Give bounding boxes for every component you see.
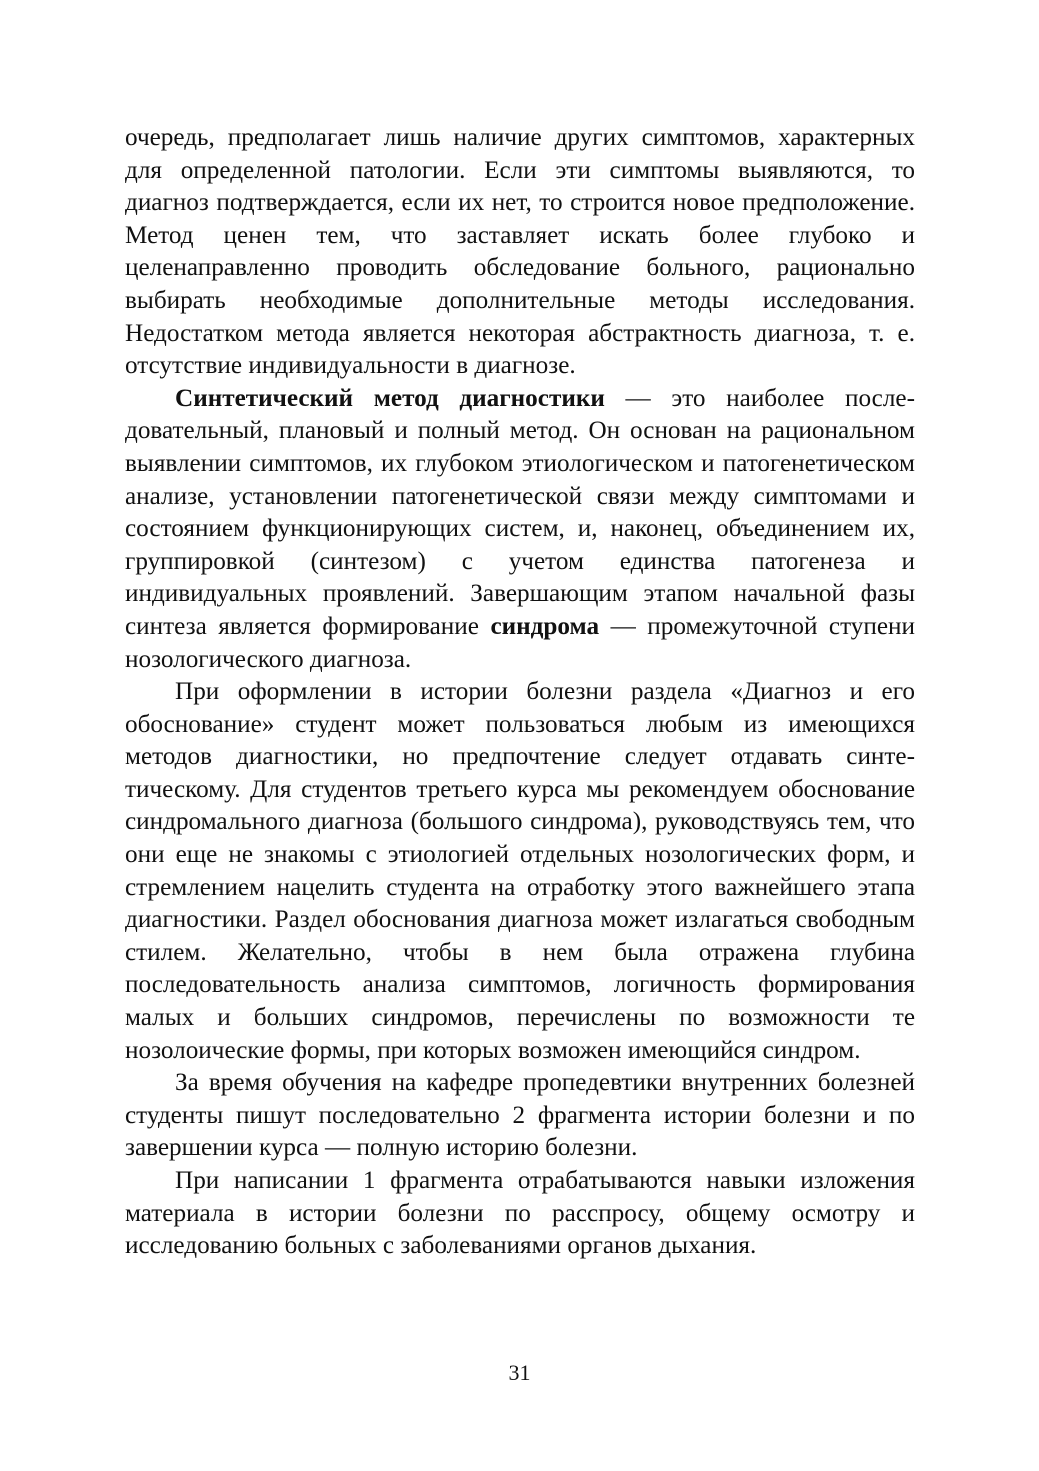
term-syndrome: синдрома [490, 612, 600, 640]
page-number: 31 [508, 1360, 531, 1385]
paragraph-1 [125, 122, 915, 383]
paragraph-2-text: — это наиболее последовательный, плановый и полный метод. Он основан на рациональном выявлении симптомов, их глубоком этиологическом и патогенетическом анализе, установлении патогенетической связи между симптомами и состоянием функционирующих систем, и, наконец, объединением их, группировкой (синтезом) с учетом единства патогенеза и индивидуальных проявлений. Завершающим этапом начальной фазы синтеза является формирование [125, 384, 915, 640]
paragraph-4 [125, 1067, 915, 1165]
paragraph-1-text: очередь, предполагает лишь наличие других симптомов, характерных для определенной патологии. Если эти симптомы выявляются, то диагноз подтверждается, если их нет, то строится новое предположение. Метод ценен тем, что заставляет искать более глубоко и целенаправленно проводить обследование больного, рационально выбирать необходимые дополнительные методы исследования. Недостатком метода является некоторая абстрактность диагноза, т. е. отсутствие индивидуальности в диагнозе. [125, 124, 915, 380]
paragraph-5-text: При написании 1 фрагмента отрабатываются навыки изложения материала в истории болезни по расспросу, общему осмотру и исследованию больных с заболеваниями органов дыхания. [125, 1167, 915, 1260]
page-body [125, 122, 915, 1263]
paragraph-3 [125, 676, 915, 1067]
paragraph-4-text: За время обучения на кафедре пропедевтики внутренних болезней студенты пишут последовательно 2 фрагмента истории болезни и по завершении курса — полную историю болезни. [125, 1069, 915, 1162]
term-synthetic-method: Синтетический метод диагностики [175, 384, 605, 412]
paragraph-5 [125, 1165, 915, 1263]
paragraph-2 [125, 383, 915, 676]
paragraph-3-text: При оформлении в истории болезни раздела «Диагноз и его обоснование» студент может пользоваться любым из имеющихся методов диагностики, но предпочтение следует отдавать синтетическому. Для студентов третьего курса мы рекомендуем обоснование синдромального диагноза (большого синдрома), руководствуясь тем, что они еще не знакомы с этиологией отдельных нозологических форм, и стремлением нацелить студента на отработку этого важнейшего этапа диагностики. Раздел обоснования диагноза может излагаться свободным стилем. Желательно, чтобы в нем была отражена глубина последовательность анализа симптомов, логичность формирования малых и больших синдромов, перечислены по возможности те нозолоические формы, при которых возможен имеющийся синдром. [125, 678, 915, 1064]
paragraph-2-tail: — промежуточной ступени нозологического диагноза. [125, 612, 915, 673]
